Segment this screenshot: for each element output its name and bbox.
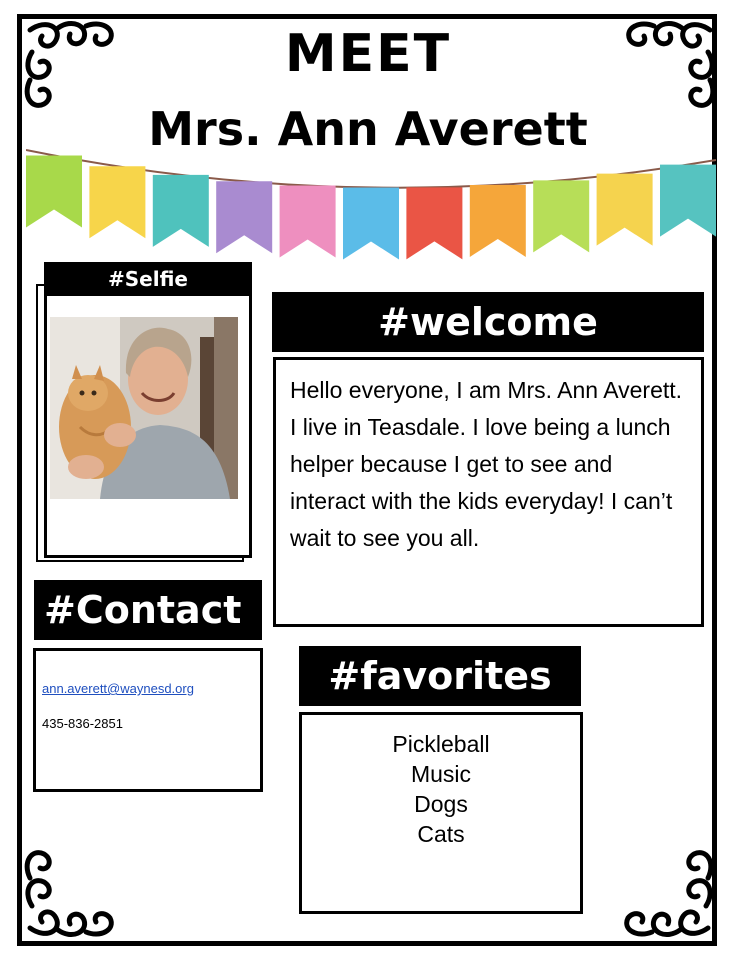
bunting-flag: [406, 187, 462, 259]
bunting-flag: [89, 166, 145, 238]
favorite-item: Pickleball: [392, 731, 490, 757]
favorite-item: Dogs: [414, 791, 468, 817]
bunting-flag: [660, 165, 716, 237]
corner-swirl-bottom-left: [22, 830, 132, 940]
selfie-heading: #Selfie: [44, 262, 252, 296]
contact-email-link[interactable]: ann.averett@waynesd.org: [42, 681, 194, 696]
bunting-flag: [216, 181, 272, 253]
page-title-name: Mrs. Ann Averett: [148, 102, 588, 156]
contact-phone: 435-836-2851: [42, 716, 123, 731]
corner-swirl-bottom-right: [606, 830, 716, 940]
contact-heading: #Contact: [34, 580, 262, 640]
welcome-heading: #welcome: [272, 292, 704, 352]
favorites-box: [299, 712, 583, 914]
bunting-flag: [470, 185, 526, 257]
selfie-photo: [50, 317, 238, 499]
bunting-flag: [533, 180, 589, 252]
welcome-text-box: [273, 357, 704, 627]
favorite-item: Music: [410, 761, 472, 787]
bunting-flag: [153, 175, 209, 247]
bunting-flag: [26, 155, 82, 227]
bunting-flag: [343, 188, 399, 260]
bunting-flag: [280, 185, 336, 257]
favorite-item: Cats: [417, 821, 465, 847]
bunting-banner: [26, 140, 716, 280]
contact-box: [33, 648, 263, 792]
welcome-text: Hello everyone, I am Mrs. Ann Averett. I live in Teasdale. I love being a lunch helper because I get to see and interact with the kids everyday! I can’t wait to see you all.: [290, 377, 683, 551]
bunting-flag: [597, 174, 653, 246]
page-title-meet: MEET: [284, 24, 452, 84]
favorites-heading: #favorites: [299, 646, 581, 706]
